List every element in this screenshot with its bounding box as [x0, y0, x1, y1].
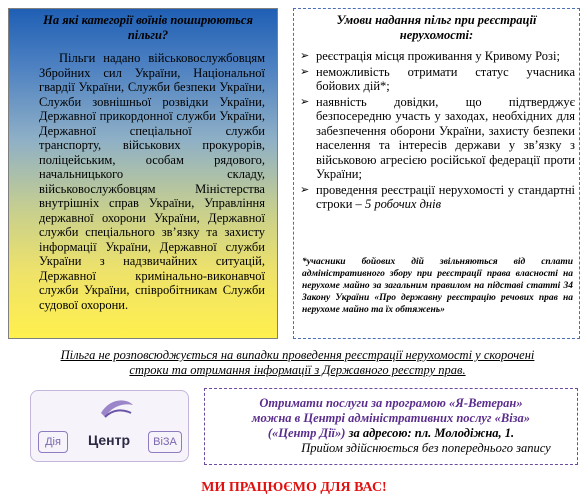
- condition-item: ➢ проведення реєстрації нерухомості у стандартні строки – 5 робочих днів: [300, 182, 575, 211]
- conditions-title: Умови надання пільг при реєстрації нерухомості:: [336, 13, 537, 42]
- service-info-box: [204, 388, 578, 465]
- footnote: *учасники бойових дій звільняються від сплати адміністративного збору при реєстрації права власності на нерухоме майно за загальним правилом на підставі статті 34 Закону України «Про державну реєстрацію речових прав на нерухоме майно та їх обтяжень»: [302, 257, 573, 315]
- working-days: 5 робочих днів: [364, 197, 442, 211]
- conditions-panel: [293, 8, 580, 339]
- arrow-bullet-icon: ➢: [300, 50, 310, 62]
- slogan: МИ ПРАЦЮЄМО ДЛЯ ВАС!: [201, 480, 387, 495]
- arrow-bullet-icon: ➢: [300, 65, 310, 78]
- arrow-bullet-icon: ➢: [300, 95, 310, 108]
- address: за адресою: пл. Молодіжна, 1.: [345, 426, 515, 440]
- swoosh-icon: [97, 395, 137, 423]
- program-line: Отримати послуги за програмою «Я-Ветеран»: [259, 396, 523, 410]
- conditions-list: [300, 49, 575, 213]
- centre-alias: («Центр Дії»): [267, 426, 346, 440]
- viza-badge: ВіЗА: [148, 431, 182, 453]
- categories-text: Пільги надано військовослужбовцям Збройних сил України, Національної гвардії України, Служби безпеки України, Служби зовнішньої розвідки України, Державної прикордонної служби України, Державної спеціальної служби транспорту, військових прокурорів, поліцейським, особам рядового, начальницького складу, військовослужбовцям Міністерства внутрішніх справ України, Управління державної охорони України, Державної служби спеціального зв’язку та захисту інформації України, Державної служби України з надзвичайних ситуацій, Державної кримінально-виконавчої служби України, співробітникам Служби судової охорони.: [39, 51, 265, 312]
- condition-item: ➢ неможливість отримати статус учасника бойових дій*;: [300, 64, 575, 93]
- arrow-bullet-icon: ➢: [300, 183, 310, 196]
- centre-label: Центр: [87, 432, 131, 448]
- centre-logo: [30, 390, 189, 462]
- condition-item: ➢ наявність довідки, що підтверджує безпосередню участь у заходах, необхідних для забезпечення оборони України, захисту безпеки населення та інтересів держави у зв’язку з військовою агресією російської федерації проти України;: [300, 94, 575, 181]
- benefit-categories-panel: [8, 8, 278, 339]
- categories-title: На які категорії воїнів поширюються пільги?: [43, 13, 253, 42]
- centre-line: можна в Центрі адміністративних послуг «Віза»: [251, 411, 531, 425]
- condition-item: ➢ реєстрація місця проживання у Кривому Розі;: [300, 49, 560, 63]
- exclusion-caption: Пільга не розповсюджується на випадки проведення реєстрації нерухомості у скорочені строки та отримання інформації з Державного реєстру прав.: [60, 348, 535, 377]
- reception-note: Прийом здійснюється без попереднього запису: [301, 441, 551, 455]
- diia-badge: Дія: [38, 431, 68, 453]
